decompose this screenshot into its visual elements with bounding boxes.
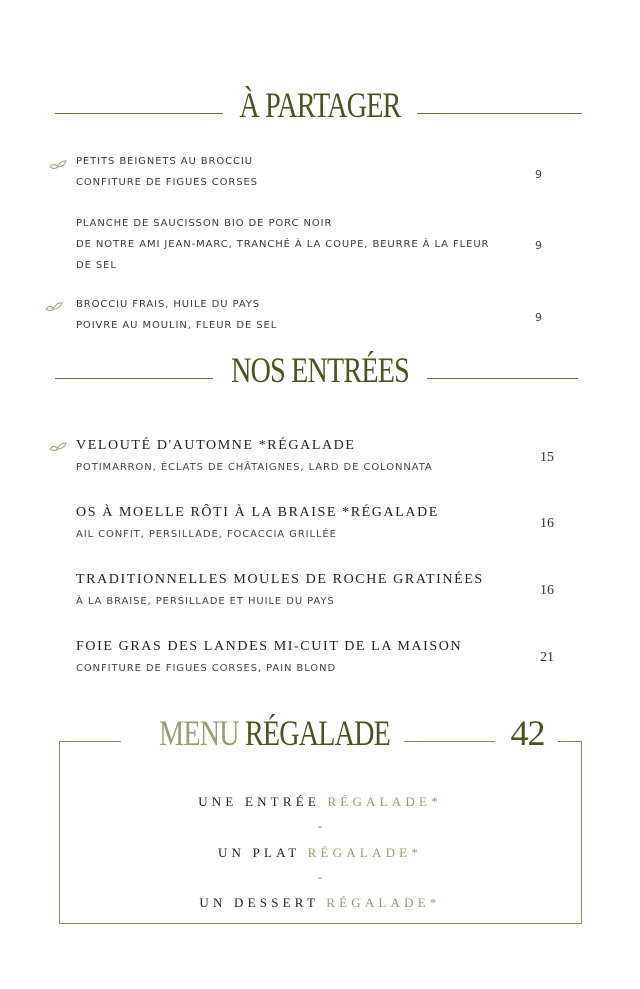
separator: - [318,819,322,833]
course-tag: RÉGALADE* [327,794,442,809]
item-name: BROCCIU FRAIS, HUILE DU PAYS [76,299,261,310]
item-name: PETITS BEIGNETS AU BROCCIU [76,156,254,167]
item-price: 15 [540,450,554,465]
item-description: CONFITURE DE FIGUES CORSES [76,177,258,188]
item-description: À LA BRAISE, PERSILLADE ET HUILE DU PAYS [76,596,335,607]
item-description: POIVRE AU MOULIN, FLEUR DE SEL [76,320,278,331]
item-price: 9 [535,239,542,252]
item-description: DE SEL [76,260,117,271]
course-label: UN PLAT [217,845,301,860]
section-title-regalade [159,712,391,754]
divider-line [417,113,582,114]
leaf-icon [49,159,67,171]
item-price: 9 [535,311,542,324]
course-dessert [0,895,640,911]
course-label: UN DESSERT [199,895,319,910]
item-price: 16 [540,583,554,598]
section-title-partager: À PARTAGER [239,85,401,125]
item-name: OS À MOELLE RÔTI À LA BRAISE *RÉGALADE [76,505,439,520]
course-plat [0,845,640,861]
item-price: 16 [540,516,554,531]
item-price: 9 [535,168,542,181]
item-name: PLANCHE DE SAUCISSON BIO DE PORC NOIR [76,218,333,229]
leaf-icon [49,441,67,453]
divider-line [55,378,213,379]
course-label: UNE ENTRÉE [198,794,320,809]
course-tag: RÉGALADE* [326,895,441,910]
course-entree [0,794,640,810]
divider-line [558,741,581,742]
item-description: AIL CONFIT, PERSILLADE, FOCACCIA GRILLÉE [76,529,337,540]
divider-line [427,378,578,379]
divider-line [404,741,495,742]
item-name: FOIE GRAS DES LANDES MI-CUIT DE LA MAISON [76,639,463,654]
divider-line [59,741,121,742]
item-description: CONFITURE DE FIGUES CORSES, PAIN BLOND [76,663,337,674]
course-tag: RÉGALADE* [307,845,423,860]
separator: - [318,870,322,884]
item-description: DE NOTRE AMI JEAN-MARC, TRANCHÉ À LA COUPE, BEURRE À LA FLEUR [76,239,490,250]
title-light: MENU [159,713,239,753]
item-name: VELOUTÉ D'AUTOMNE *RÉGALADE [76,438,356,453]
item-name: TRADITIONNELLES MOULES DE ROCHE GRATINÉES [76,572,484,587]
section-title-entrees: NOS ENTRÉES [231,350,409,390]
divider-line [55,113,223,114]
regalade-price: 42 [510,713,545,753]
title-dark: RÉGALADE [244,713,391,753]
item-price: 21 [540,650,554,665]
leaf-icon [45,301,63,313]
item-description: POTIMARRON, ÉCLATS DE CHÂTAIGNES, LARD DE COLONNATA [76,462,433,473]
